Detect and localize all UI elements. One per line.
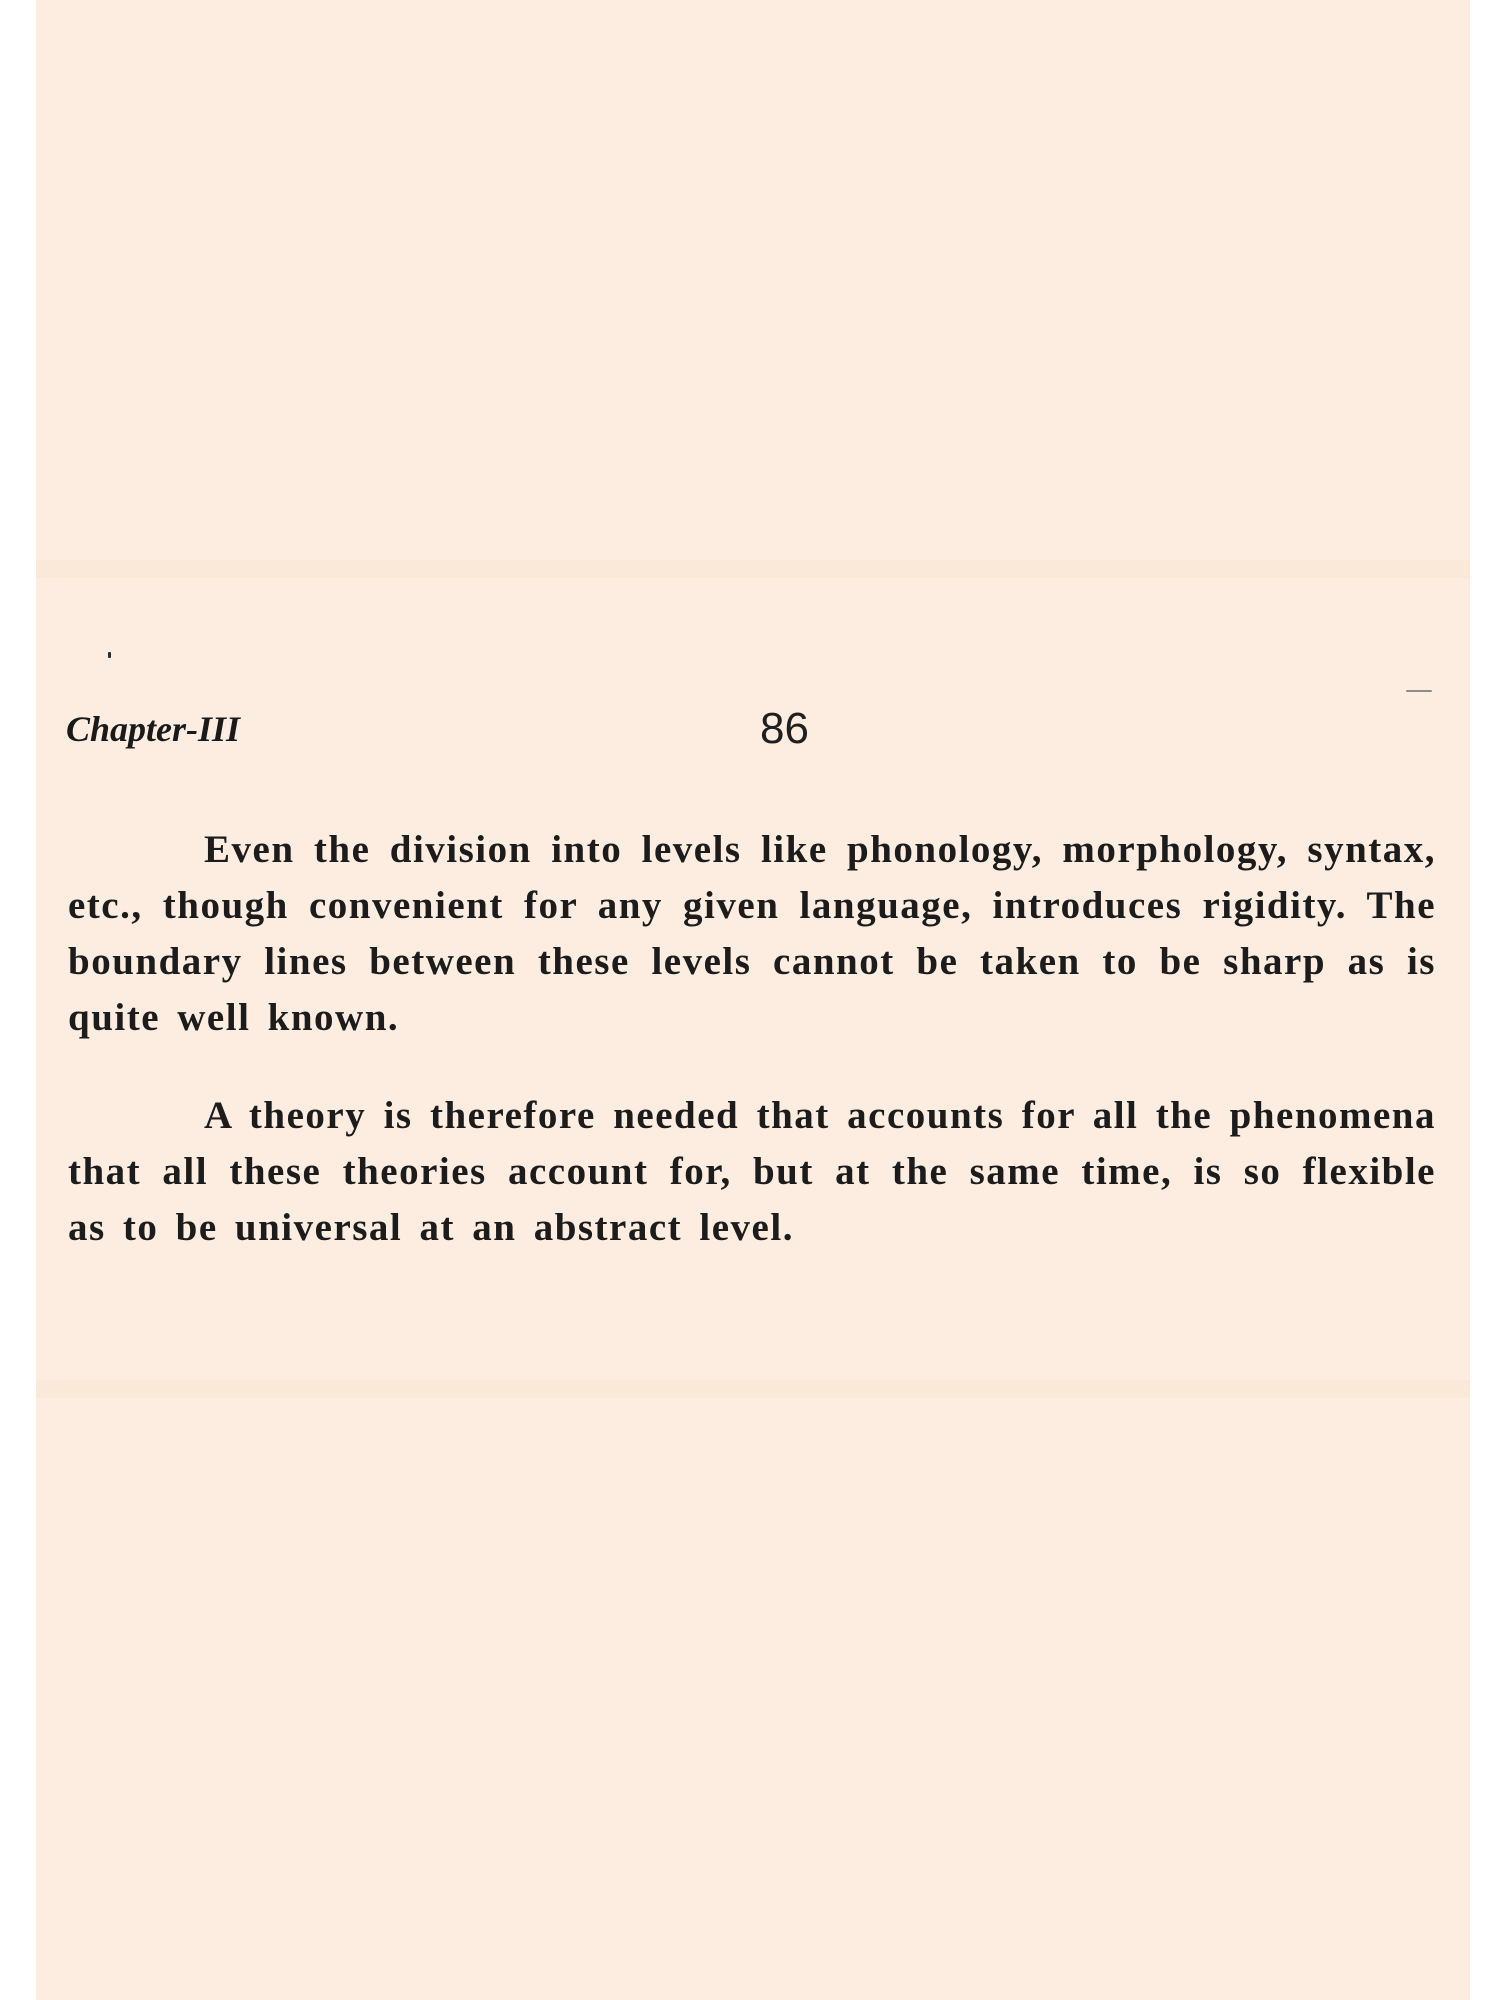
bleed-through-line bbox=[66, 1320, 1440, 1370]
bleed-through-line bbox=[66, 262, 1440, 312]
paper-band bbox=[36, 560, 1470, 578]
bleed-through-line bbox=[66, 30, 1440, 80]
bleed-through-line bbox=[66, 362, 1440, 412]
paper-band bbox=[36, 1380, 1470, 1398]
bleed-through-line bbox=[66, 1540, 1440, 1590]
document-page bbox=[36, 0, 1470, 2000]
body-paragraph-1: Even the division into levels like phonology, morphology, syntax, etc., though convenient for any given language, introduces rigidity. The boundary lines between these levels cannot be taken to be sharp as is quite well known. bbox=[68, 828, 1436, 1039]
bleed-through-line bbox=[66, 1644, 1440, 1694]
chapter-label: Chapter-III bbox=[66, 709, 241, 749]
running-header bbox=[66, 700, 1430, 760]
bleed-through-line bbox=[66, 468, 1440, 518]
dust-speck bbox=[1406, 690, 1432, 692]
page-number: 86 bbox=[760, 704, 809, 753]
body-paragraph-2: A theory is therefore needed that accounts for all the phenomena that all these theories account for, but at the same time, is so flexible as to be universal at an abstract level. bbox=[68, 1094, 1436, 1249]
bleed-through-line bbox=[66, 1748, 1440, 1798]
dust-speck bbox=[108, 652, 111, 658]
bleed-through-line bbox=[66, 1852, 1440, 1902]
bleed-through-line bbox=[66, 1436, 1440, 1486]
bleed-through-line bbox=[66, 132, 1440, 182]
bleed-through-line bbox=[66, 1960, 1440, 2000]
